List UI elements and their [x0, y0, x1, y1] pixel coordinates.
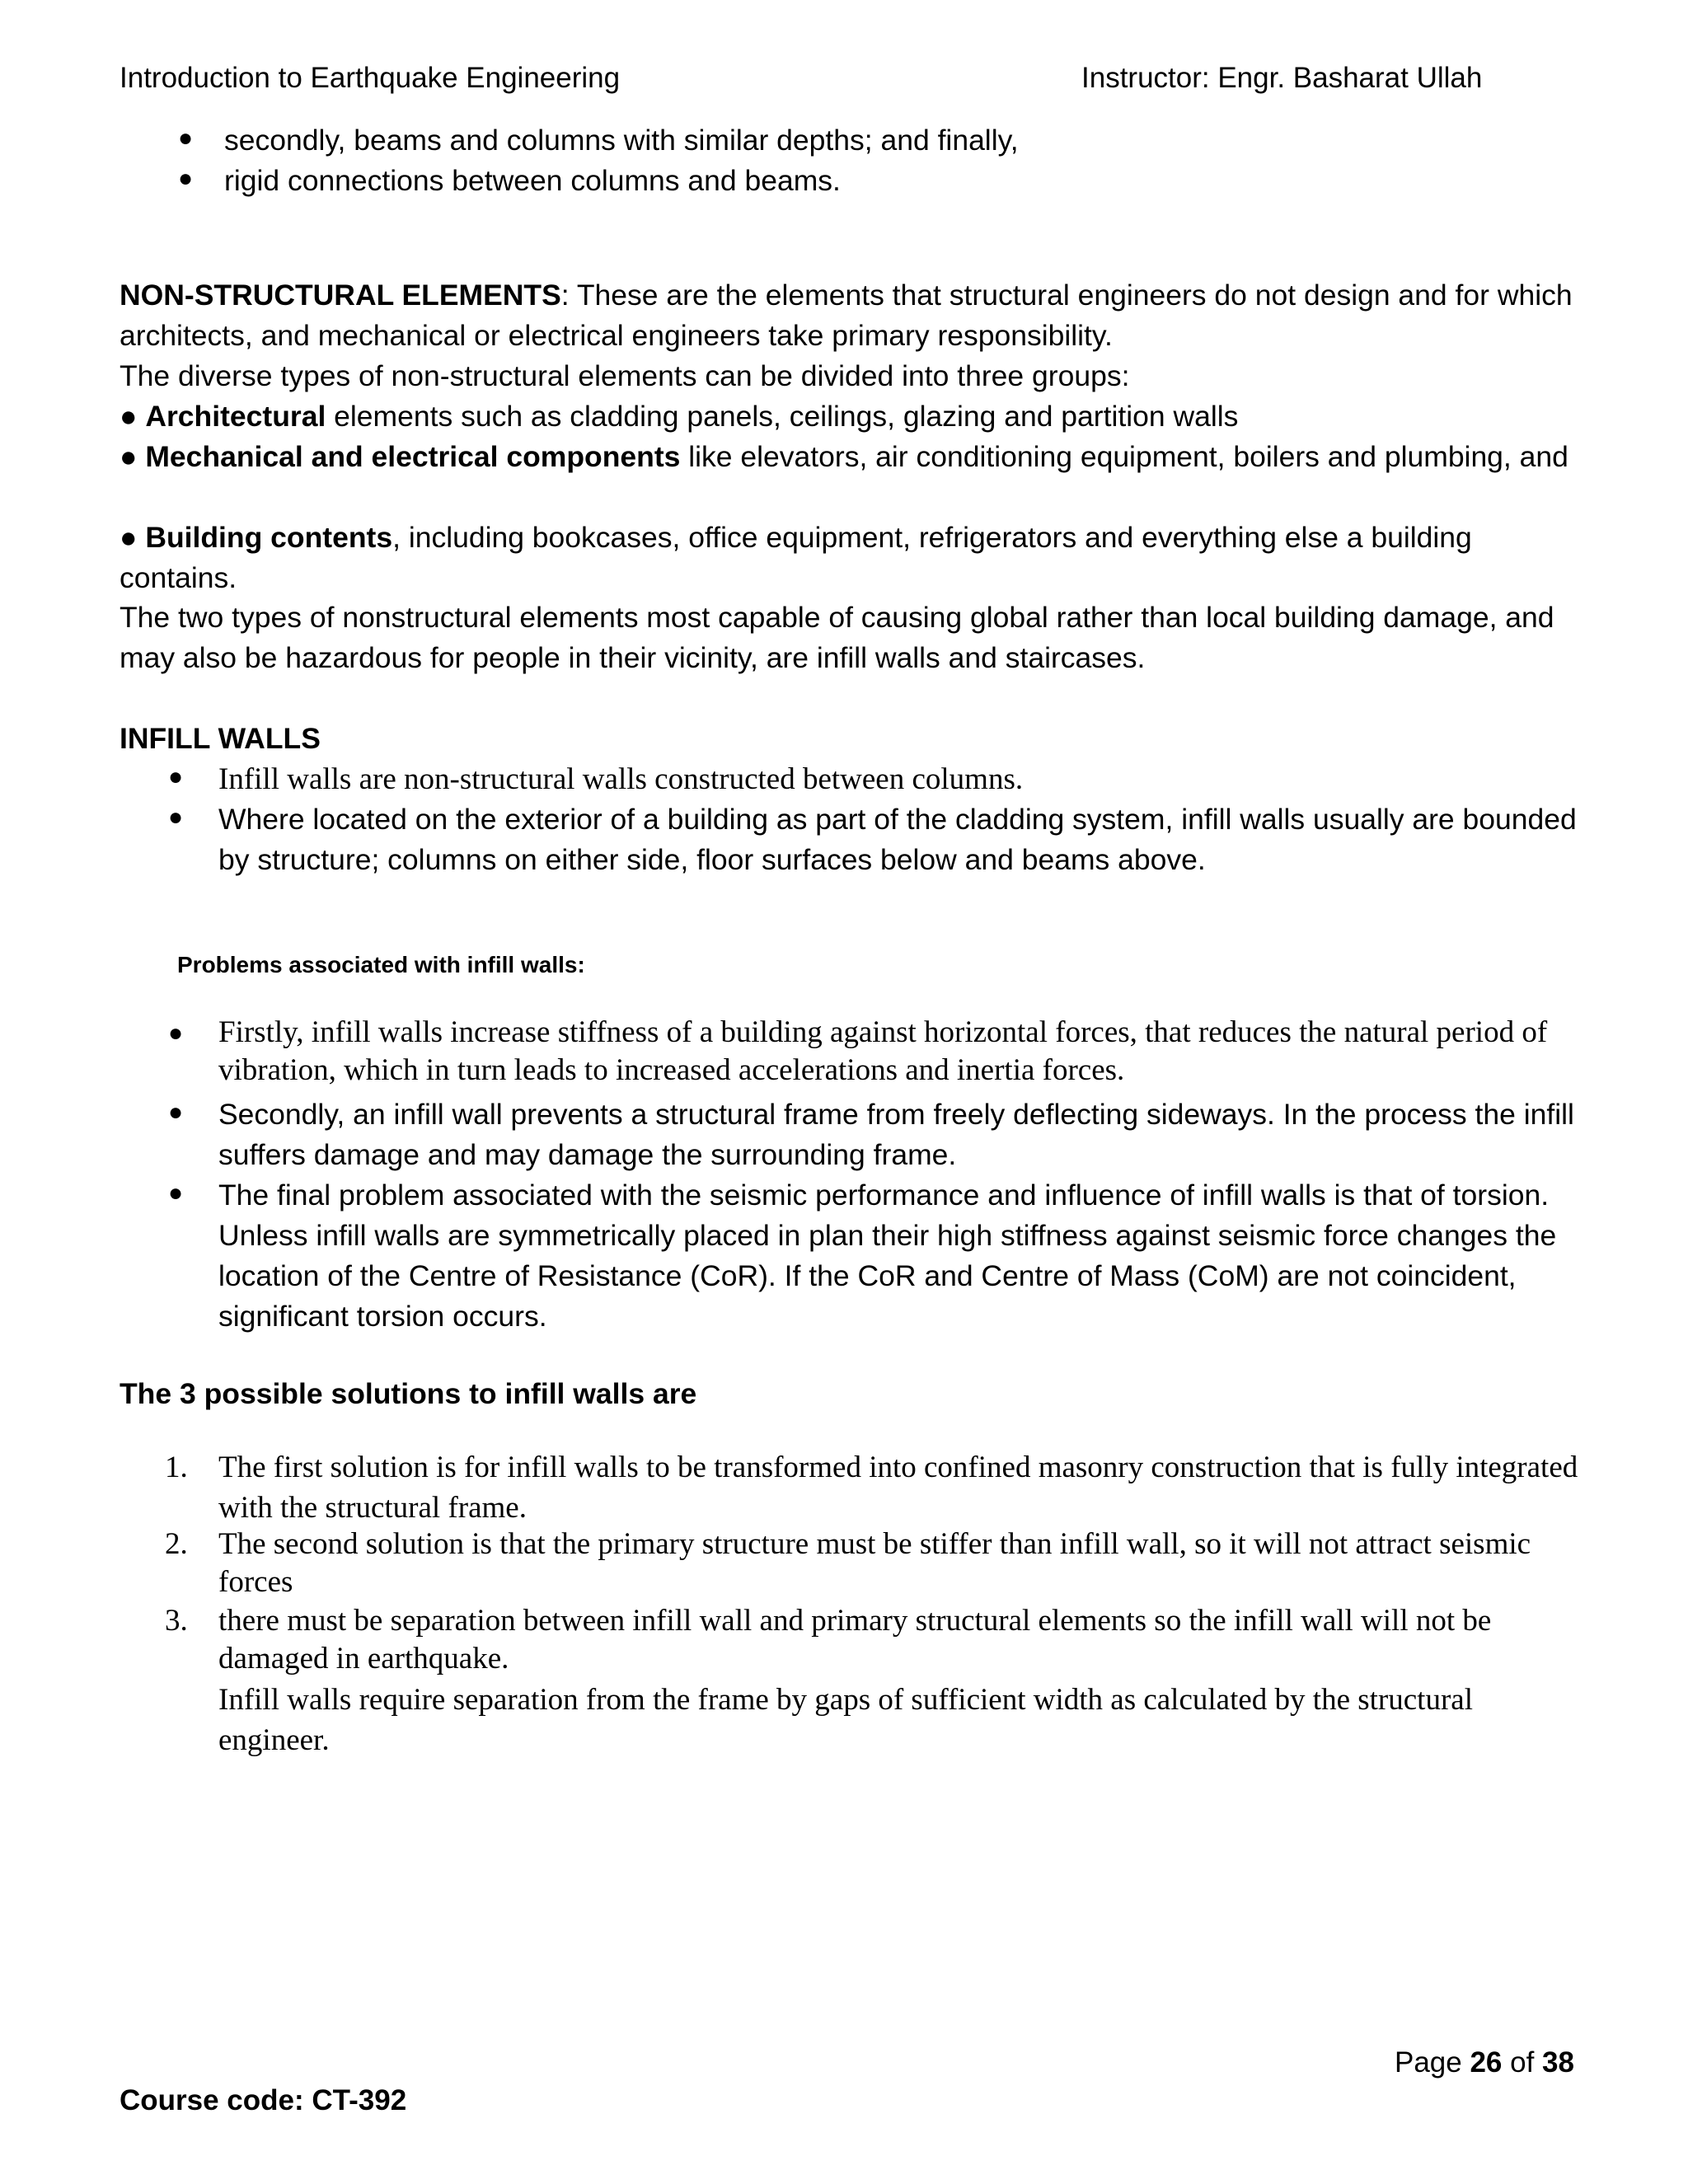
group-mechanical-electrical — [120, 437, 1578, 477]
solution-number: 2. — [165, 1527, 188, 1561]
nonstructural-groups-intro: The diverse types of non-structural elements can be divided into three groups: — [120, 359, 1130, 392]
group-building-contents — [120, 518, 1578, 598]
group-marker: ● — [120, 400, 138, 433]
solution-item-3: there must be separation between infill wall and primary structural elements so the infill wall will not be damaged in earthquake. — [218, 1604, 1492, 1675]
bullet-icon: ● — [168, 1099, 184, 1126]
problems-heading: Problems associated with infill walls: — [177, 952, 585, 977]
solution-item-2: The second solution is that the primary structure must be stiffer than infill wall, so it will not attract seismic forces — [218, 1527, 1531, 1599]
bullet-icon: ● — [178, 165, 194, 192]
solution-number: 3. — [165, 1604, 188, 1638]
nonstructural-intro-text: : These are the elements that structural engineers do not design and for which architects, and mechanical or electrical engineers take primary responsibility. — [120, 279, 1573, 352]
page-total: 38 — [1542, 2046, 1574, 2079]
infill-heading: INFILL WALLS — [120, 722, 321, 755]
bullet-icon: ● — [178, 124, 194, 152]
page-current: 26 — [1470, 2046, 1503, 2079]
bullet-icon: ● — [168, 763, 184, 790]
bullet-icon: ● — [168, 1019, 184, 1047]
course-code: Course code: CT-392 — [120, 2084, 407, 2116]
intro-bullet-2: rigid connections between columns and beams. — [224, 164, 841, 197]
header-course-title: Introduction to Earthquake Engineering — [120, 62, 621, 94]
group-label: Architectural — [145, 400, 326, 433]
problem-bullet-3: The final problem associated with the seismic performance and influence of infill walls is that of torsion. Unless infill walls are symmetrically placed in plan their high stiffness against seismic force changes the location of the Centre of Resistance (CoR). If the CoR and Centre of Mass (CoM) are not coincident, significant torsion occurs. — [218, 1179, 1557, 1333]
problem-bullet-2: Secondly, an infill wall prevents a structural frame from freely deflecting sideways. In the process the infill suffers damage and may damage the surrounding frame. — [218, 1098, 1574, 1171]
intro-bullet-1: secondly, beams and columns with similar depths; and finally, — [224, 124, 1019, 157]
group-text: , including bookcases, office equipment, refrigerators and everything else a building contains. — [120, 521, 1472, 594]
group-label: Mechanical and electrical components — [145, 440, 681, 473]
bullet-icon: ● — [168, 1179, 184, 1207]
page-prefix: Page — [1395, 2046, 1470, 2079]
solution-note: Infill walls require separation from the frame by gaps of sufficient width as calculated by the structural engineer. — [218, 1683, 1473, 1757]
bullet-icon: ● — [168, 804, 184, 831]
nonstructural-intro — [120, 275, 1578, 356]
group-text: like elevators, air conditioning equipment, boilers and plumbing, and — [680, 440, 1568, 473]
header-instructor: Instructor: Engr. Basharat Ullah — [1081, 62, 1483, 94]
page-number — [1395, 2044, 1574, 2082]
group-marker: ● — [120, 521, 138, 554]
solution-number: 1. — [165, 1451, 188, 1484]
group-architectural — [120, 396, 1578, 437]
problem-bullet-1: Firstly, infill walls increase stiffness of a building against horizontal forces, that reduces the natural period of vibration, which in turn leads to increased accelerations and inertia forces. — [218, 1015, 1548, 1087]
group-label: Building contents — [145, 521, 393, 554]
group-text: elements such as cladding panels, ceilings, glazing and partition walls — [326, 400, 1239, 433]
solution-item-1: The first solution is for infill walls to be transformed into confined masonry construction that is fully integrated with the structural frame. — [218, 1451, 1578, 1525]
infill-bullet-2: Where located on the exterior of a building as part of the cladding system, infill walls usually are bounded by structure; columns on either side, floor surfaces below and beams above. — [218, 803, 1577, 876]
nonstructural-closing: The two types of nonstructural elements most capable of causing global rather than local building damage, and may also be hazardous for people in their vicinity, are infill walls and staircases. — [120, 601, 1554, 674]
solutions-heading: The 3 possible solutions to infill walls are — [120, 1377, 697, 1410]
nonstructural-heading: NON-STRUCTURAL ELEMENTS — [120, 279, 561, 312]
group-marker: ● — [120, 440, 138, 473]
infill-bullet-1: Infill walls are non-structural walls constructed between columns. — [218, 762, 1024, 796]
page-of: of — [1502, 2046, 1543, 2079]
